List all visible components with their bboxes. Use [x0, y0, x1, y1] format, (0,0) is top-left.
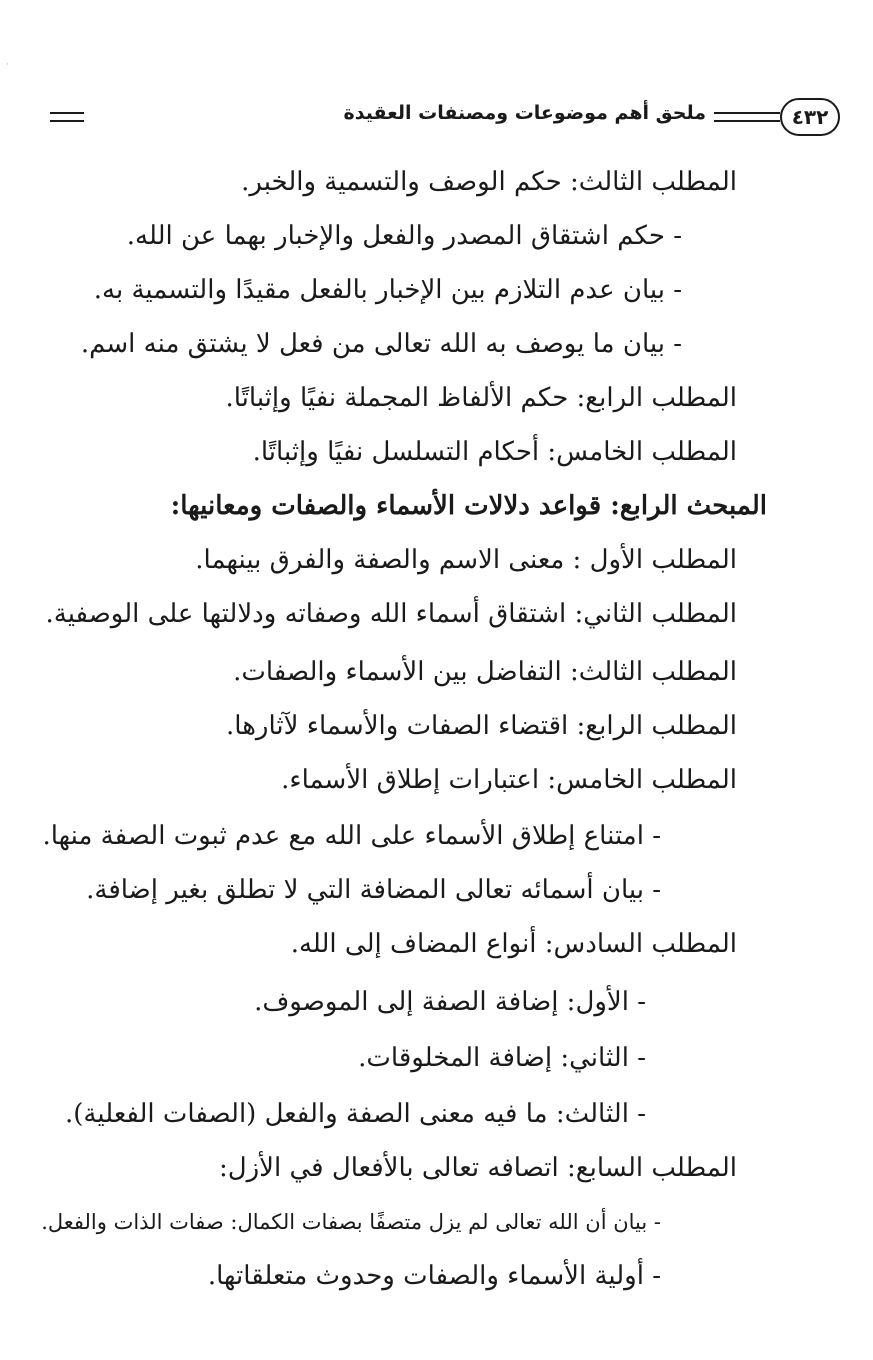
section-heading: المبحث الرابع: قواعد دلالات الأسماء والصفات ومعانيها: — [170, 491, 767, 521]
text-line: المطلب السادس: أنواع المضاف إلى الله. — [290, 929, 737, 959]
text-line: - الأول: إضافة الصفة إلى الموصوف. — [254, 987, 646, 1017]
text-line: - بيان ما يوصف به الله تعالى من فعل لا يشتق منه اسم. — [80, 329, 682, 359]
header-title: ملحق أهم موضوعات ومصنفات العقيدة — [340, 102, 710, 124]
header-rule-left — [50, 112, 84, 122]
text-line: المطلب الأول : معنى الاسم والصفة والفرق بينهما. — [195, 545, 737, 575]
text-line: - بيان أسمائه تعالى المضافة التي لا تطلق بغير إضافة. — [86, 875, 661, 905]
page-number: ٤٣٢ — [780, 98, 840, 136]
text-line: المطلب الرابع: اقتضاء الصفات والأسماء لآثارها. — [226, 711, 737, 741]
text-line: - امتناع إطلاق الأسماء على الله مع عدم ثبوت الصفة منها. — [42, 821, 661, 851]
text-line: المطلب الخامس: اعتبارات إطلاق الأسماء. — [281, 765, 737, 795]
scan-speck: · — [6, 60, 9, 69]
text-line: - الثالث: ما فيه معنى الصفة والفعل (الصفات الفعلية). — [65, 1099, 646, 1129]
text-line: المطلب الخامس: أحكام التسلسل نفيًا وإثباتًا. — [252, 437, 737, 467]
header-rule-right — [714, 112, 780, 122]
text-line: المطلب الثاني: اشتقاق أسماء الله وصفاته ودلالتها على الوصفية. — [45, 599, 737, 629]
text-line: - أولية الأسماء والصفات وحدوث متعلقاتها. — [207, 1261, 661, 1291]
text-line: المطلب الرابع: حكم الألفاظ المجملة نفيًا وإثباتًا. — [225, 383, 737, 413]
text-line: المطلب الثالث: حكم الوصف والتسمية والخبر. — [241, 167, 737, 197]
text-line: - الثاني: إضافة المخلوقات. — [358, 1043, 646, 1073]
text-line: المطلب السابع: اتصافه تعالى بالأفعال في الأزل: — [218, 1153, 737, 1183]
text-line: المطلب الثالث: التفاضل بين الأسماء والصفات. — [233, 657, 737, 687]
text-line: - بيان أن الله تعالى لم يزل متصفًا بصفات الكمال: صفات الذات والفعل. — [41, 1210, 661, 1234]
text-line: - حكم اشتقاق المصدر والفعل والإخبار بهما عن الله. — [126, 221, 682, 251]
text-line: - بيان عدم التلازم بين الإخبار بالفعل مقيدًا والتسمية به. — [93, 275, 682, 305]
running-header — [50, 96, 840, 142]
